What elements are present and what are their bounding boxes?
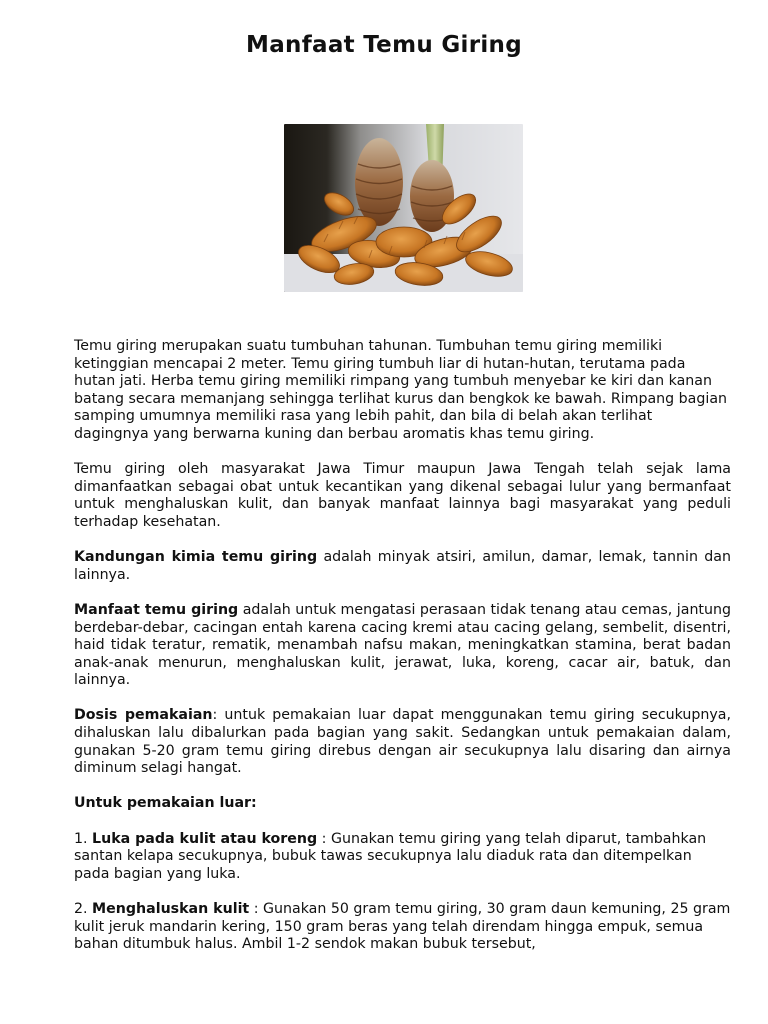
dosis-text: : untuk pemakaian luar dapat menggunakan temu giring secukupnya, dihaluskan lalu dibalurkan pada bagian yang sakit. Sedangkan untuk pemakaian dalam, gunakan 5-20 gram temu giring direbus dengan air secukupnya lalu disaring dan airnya diminum selagi hangat. (74, 707, 731, 777)
item1-heading: Luka pada kulit atau koreng (92, 830, 318, 847)
paragraph-usage: Temu giring oleh masyarakat Jawa Timur maupun Jawa Tengah telah sejak lama dimanfaatkan sebagai obat untuk kecantikan yang dikenal sebagai lulur yang bermanfaat untuk menghaluskan kulit, dan banyak manfaat lainnya bagi masyarakat yang peduli terhadap kesehatan. (74, 461, 731, 530)
paragraph-dosis (74, 707, 731, 777)
item2-heading: Menghaluskan kulit (92, 901, 250, 917)
article-body (74, 338, 731, 971)
list-item-kulit (74, 901, 731, 954)
item1-number: 1. (74, 830, 93, 847)
item2-number: 2. (74, 901, 93, 917)
kandungan-heading: Kandungan kimia temu giring (74, 549, 318, 566)
kandungan-text: adalah minyak atsiri, amilun, damar, lemak, tannin dan lainnya. (74, 549, 731, 583)
rhizome-photo (284, 124, 523, 292)
pemakaian-luar-heading: Untuk pemakaian luar: (74, 795, 257, 812)
manfaat-heading: Manfaat temu giring (74, 601, 239, 618)
section-heading-luar (74, 795, 731, 813)
paragraph-kandungan (74, 549, 731, 584)
item2-text: : Gunakan 50 gram temu giring, 30 gram daun kemuning, 25 gram kulit jeruk mandarin kering, 150 gram beras yang telah direndam hingga empuk, semua bahan ditumbuk halus. Ambil 1-2 sendok makan bubuk tersebut, (74, 901, 731, 953)
item1-text: : Gunakan temu giring yang telah diparut, tambahkan santan kelapa secukupnya, bubuk tawas secukupnya lalu diaduk rata dan ditempelkan pada bagian yang luka. (74, 830, 707, 882)
rhizome-photo-icon (284, 124, 523, 292)
page-title: Manfaat Temu Giring (246, 32, 522, 58)
paragraph-intro: Temu giring merupakan suatu tumbuhan tahunan. Tumbuhan temu giring memiliki ketinggian mencapai 2 meter. Temu giring tumbuh liar di hutan-hutan, terutama pada hutan jati. Herba temu giring memiliki rimpang yang tumbuh menyebar ke kiri dan kanan batang secara memanjang sehingga terlihat kurus dan bengkok ke bawah. Rimpang bagian samping umumnya memiliki rasa yang lebih pahit, dan bila di belah akan terlihat dagingnya yang berwarna kuning dan berbau aromatis khas temu giring. (74, 338, 728, 442)
list-item-luka (74, 831, 731, 884)
manfaat-text: adalah untuk mengatasi perasaan tidak tenang atau cemas, jantung berdebar-debar, cacingan entah karena cacing kremi atau cacing gelang, sembelit, disentri, haid tidak teratur, rematik, menambah nafsu makan, meningkatkan stamina, berat badan anak-anak menurun, menghaluskan kulit, jerawat, luka, koreng, cacar air, batuk, dan lainnya. (74, 601, 731, 689)
paragraph-manfaat (74, 602, 731, 690)
dosis-heading: Dosis pemakaian (74, 707, 213, 724)
